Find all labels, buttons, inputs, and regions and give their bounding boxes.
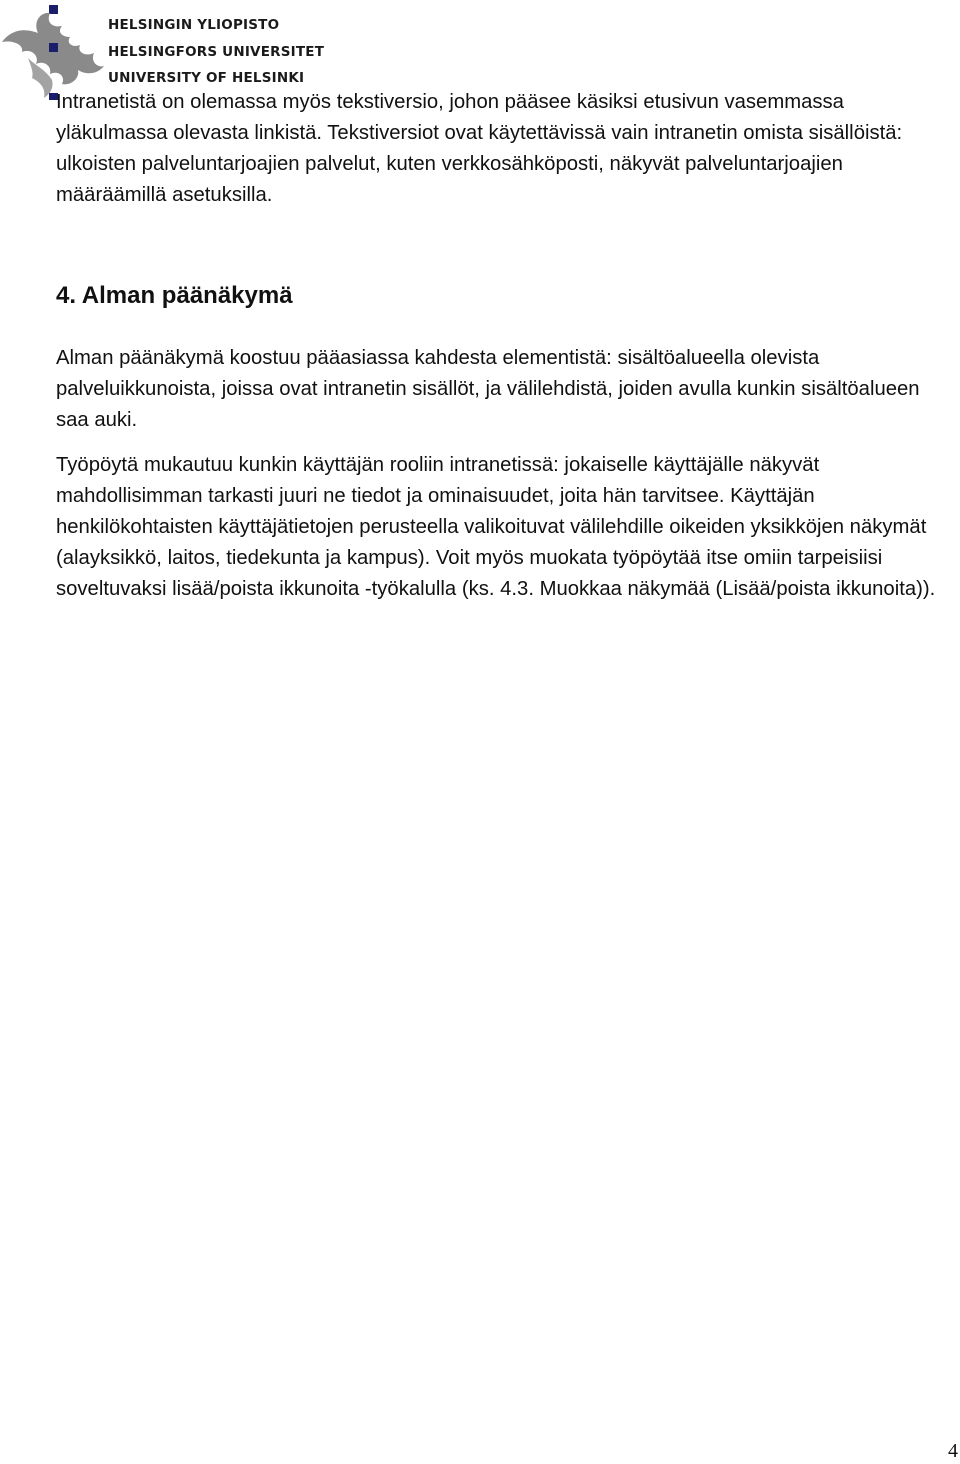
section-heading: 4. Alman päänäkymä [56, 282, 293, 309]
logo-text-swedish: HELSINGFORS UNIVERSITET [108, 44, 325, 60]
logo-text-english: UNIVERSITY OF HELSINKI [108, 70, 305, 86]
helsinki-flame-icon [0, 0, 106, 100]
logo-text-finnish: HELSINGIN YLIOPISTO [108, 17, 280, 33]
university-logo [0, 0, 325, 100]
intro-paragraph: Intranetistä on olemassa myös tekstiversio, johon pääsee käsiksi etusivun vasemmassa yläkulmassa olevasta linkistä. Tekstiversiot ovat käytettävissä vain intranetin omista sisällöistä: ulkoisten palveluntarjoajien palvelut, kuten verkkosähköposti, näkyvät palveluntarjoajien määräämillä asetuksilla. [56, 91, 903, 206]
page-number: 4 [948, 1440, 958, 1462]
body-paragraph: Alman päänäkymä koostuu pääasiassa kahdesta elementistä: sisältöalueella olevista palveluikkunoista, joissa ovat intranetin sisällöt, ja välilehdistä, joiden avulla kunkin sisältöalueen saa auki. [56, 347, 920, 431]
body-paragraph: Työpöytä mukautuu kunkin käyttäjän rooliin intranetissä: jokaiselle käyttäjälle näkyvät mahdollisimman tarkasti juuri ne tiedot ja ominaisuudet, joita hän tarvitsee. Käyttäjän henkilökohtaisten käyttäjätietojen perusteella valikoituvat välilehdille oikeiden yksikköjen näkymät (alayksikkö, laitos, tiedekunta ja kampus). Voit myös muokata työpöytää itse omiin tarpeisiisi soveltuvaksi lisää/poista ikkunoita -työkalulla (ks. 4.3. Muokkaa näkymää (Lisää/poista ikkunoita)). [56, 454, 936, 600]
